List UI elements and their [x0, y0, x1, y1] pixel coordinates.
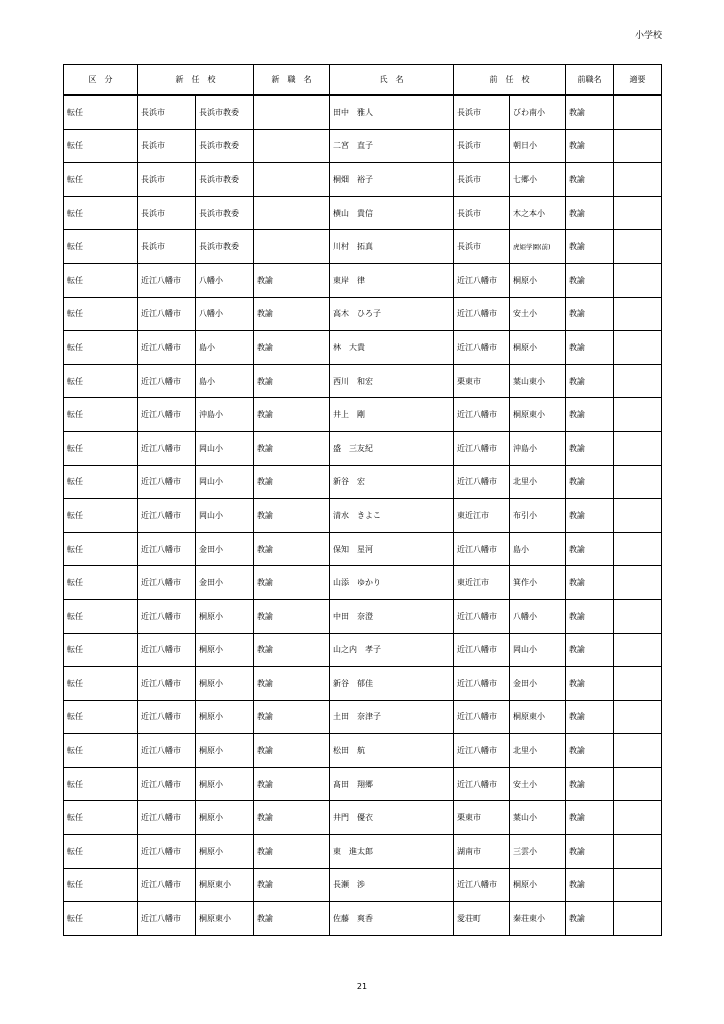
new-school-cell: 桐原小 — [196, 633, 254, 667]
new-school-cell: 沖島小 — [196, 398, 254, 432]
category-cell: 転任 — [64, 431, 138, 465]
new-position-cell: 教諭 — [254, 700, 330, 734]
new-school-cell: 島小 — [196, 331, 254, 365]
category-cell: 転任 — [64, 767, 138, 801]
prev-position-cell: 教諭 — [566, 297, 614, 331]
table-row — [64, 700, 662, 734]
category-cell: 転任 — [64, 633, 138, 667]
new-city-cell: 近江八幡市 — [138, 398, 196, 432]
name-cell: 佐藤 爽香 — [330, 902, 454, 936]
new-position-cell: 教諭 — [254, 599, 330, 633]
new-school-cell: 桐原東小 — [196, 868, 254, 902]
name-cell: 髙田 翔郷 — [330, 767, 454, 801]
new-city-cell: 近江八幡市 — [138, 667, 196, 701]
new-city-cell: 近江八幡市 — [138, 835, 196, 869]
header-prev-position: 前職名 — [566, 65, 614, 96]
table-row — [64, 734, 662, 768]
category-cell: 転任 — [64, 263, 138, 297]
prev-school-cell: 布引小 — [510, 499, 566, 533]
table-row — [64, 196, 662, 230]
category-cell: 転任 — [64, 163, 138, 197]
prev-school-cell: 木之本小 — [510, 196, 566, 230]
new-city-cell: 近江八幡市 — [138, 801, 196, 835]
prev-position-cell: 教諭 — [566, 801, 614, 835]
prev-position-cell: 教諭 — [566, 196, 614, 230]
table-row — [64, 667, 662, 701]
new-school-cell: 八幡小 — [196, 263, 254, 297]
header-prev-school: 前 任 校 — [454, 65, 566, 96]
new-school-cell: 桐原小 — [196, 599, 254, 633]
header-new-school: 新 任 校 — [138, 65, 254, 96]
new-city-cell: 長浜市 — [138, 230, 196, 264]
remarks-cell — [614, 95, 662, 129]
new-position-cell — [254, 163, 330, 197]
new-school-cell: 長浜市教委 — [196, 196, 254, 230]
prev-school-cell: 葉山小 — [510, 801, 566, 835]
new-school-cell: 桐原小 — [196, 700, 254, 734]
prev-school-cell: 桐原東小 — [510, 398, 566, 432]
table-row — [64, 465, 662, 499]
new-position-cell: 教諭 — [254, 364, 330, 398]
prev-city-cell: 近江八幡市 — [454, 734, 510, 768]
remarks-cell — [614, 499, 662, 533]
remarks-cell — [614, 263, 662, 297]
new-position-cell — [254, 230, 330, 264]
name-cell: 中田 奈澄 — [330, 599, 454, 633]
category-cell: 転任 — [64, 95, 138, 129]
prev-city-cell: 近江八幡市 — [454, 297, 510, 331]
new-position-cell: 教諭 — [254, 633, 330, 667]
table-row — [64, 499, 662, 533]
remarks-cell — [614, 163, 662, 197]
prev-position-cell: 教諭 — [566, 398, 614, 432]
name-cell: 東 進太郎 — [330, 835, 454, 869]
prev-school-cell: 桐原小 — [510, 868, 566, 902]
new-city-cell: 長浜市 — [138, 196, 196, 230]
remarks-cell — [614, 331, 662, 365]
remarks-cell — [614, 667, 662, 701]
prev-city-cell: 近江八幡市 — [454, 700, 510, 734]
table-row — [64, 532, 662, 566]
remarks-cell — [614, 868, 662, 902]
remarks-cell — [614, 196, 662, 230]
name-cell: 川村 拓真 — [330, 230, 454, 264]
name-cell: 二宮 直子 — [330, 129, 454, 163]
prev-position-cell: 教諭 — [566, 95, 614, 129]
category-cell: 転任 — [64, 566, 138, 600]
prev-position-cell: 教諭 — [566, 364, 614, 398]
remarks-cell — [614, 599, 662, 633]
name-cell: 清水 きよこ — [330, 499, 454, 533]
table-row — [64, 263, 662, 297]
category-cell: 転任 — [64, 734, 138, 768]
prev-position-cell: 教諭 — [566, 532, 614, 566]
new-position-cell: 教諭 — [254, 835, 330, 869]
header-name: 氏 名 — [330, 65, 454, 96]
new-position-cell — [254, 129, 330, 163]
new-city-cell: 近江八幡市 — [138, 700, 196, 734]
name-cell: 松田 航 — [330, 734, 454, 768]
prev-city-cell: 近江八幡市 — [454, 532, 510, 566]
prev-position-cell: 教諭 — [566, 767, 614, 801]
name-cell: 井門 優衣 — [330, 801, 454, 835]
new-city-cell: 近江八幡市 — [138, 297, 196, 331]
table-row — [64, 297, 662, 331]
table-row — [64, 163, 662, 197]
category-cell: 転任 — [64, 364, 138, 398]
category-cell: 転任 — [64, 465, 138, 499]
new-school-cell: 長浜市教委 — [196, 163, 254, 197]
prev-position-cell: 教諭 — [566, 734, 614, 768]
name-cell: 山添 ゆかり — [330, 566, 454, 600]
prev-position-cell: 教諭 — [566, 499, 614, 533]
table-row — [64, 398, 662, 432]
name-cell: 新谷 宏 — [330, 465, 454, 499]
prev-city-cell: 長浜市 — [454, 230, 510, 264]
new-position-cell: 教諭 — [254, 566, 330, 600]
prev-school-cell: びわ南小 — [510, 95, 566, 129]
header-row — [64, 65, 662, 96]
new-position-cell: 教諭 — [254, 734, 330, 768]
school-level-label: 小学校 — [634, 31, 662, 41]
table-row — [64, 835, 662, 869]
table-row — [64, 801, 662, 835]
prev-position-cell: 教諭 — [566, 129, 614, 163]
prev-position-cell: 教諭 — [566, 431, 614, 465]
category-cell: 転任 — [64, 398, 138, 432]
new-position-cell: 教諭 — [254, 263, 330, 297]
new-position-cell — [254, 196, 330, 230]
remarks-cell — [614, 398, 662, 432]
new-position-cell: 教諭 — [254, 801, 330, 835]
new-school-cell: 岡山小 — [196, 431, 254, 465]
new-position-cell: 教諭 — [254, 465, 330, 499]
new-school-cell: 岡山小 — [196, 499, 254, 533]
prev-school-cell: 秦荘東小 — [510, 902, 566, 936]
remarks-cell — [614, 633, 662, 667]
prev-position-cell: 教諭 — [566, 263, 614, 297]
new-position-cell: 教諭 — [254, 398, 330, 432]
remarks-cell — [614, 902, 662, 936]
name-cell: 田中 雅人 — [330, 95, 454, 129]
prev-city-cell: 近江八幡市 — [454, 667, 510, 701]
category-cell: 転任 — [64, 196, 138, 230]
name-cell: 井上 剛 — [330, 398, 454, 432]
remarks-cell — [614, 465, 662, 499]
prev-city-cell: 近江八幡市 — [454, 868, 510, 902]
prev-position-cell: 教諭 — [566, 230, 614, 264]
category-cell: 転任 — [64, 532, 138, 566]
new-school-cell: 桐原東小 — [196, 902, 254, 936]
new-school-cell: 岡山小 — [196, 465, 254, 499]
prev-school-cell: 三雲小 — [510, 835, 566, 869]
new-school-cell: 長浜市教委 — [196, 95, 254, 129]
new-position-cell: 教諭 — [254, 297, 330, 331]
new-school-cell: 桐原小 — [196, 835, 254, 869]
remarks-cell — [614, 532, 662, 566]
name-cell: 西川 和宏 — [330, 364, 454, 398]
remarks-cell — [614, 734, 662, 768]
category-cell: 転任 — [64, 129, 138, 163]
name-cell: 横山 貴信 — [330, 196, 454, 230]
new-city-cell: 近江八幡市 — [138, 331, 196, 365]
new-city-cell: 近江八幡市 — [138, 364, 196, 398]
remarks-cell — [614, 364, 662, 398]
prev-school-cell: 朝日小 — [510, 129, 566, 163]
prev-school-cell: 岡山小 — [510, 633, 566, 667]
new-school-cell: 桐原小 — [196, 734, 254, 768]
prev-position-cell: 教諭 — [566, 700, 614, 734]
category-cell: 転任 — [64, 297, 138, 331]
remarks-cell — [614, 801, 662, 835]
prev-school-cell: 桐原小 — [510, 263, 566, 297]
new-city-cell: 近江八幡市 — [138, 566, 196, 600]
new-city-cell: 近江八幡市 — [138, 532, 196, 566]
prev-position-cell: 教諭 — [566, 868, 614, 902]
page-number: 21 — [356, 982, 368, 991]
prev-city-cell: 長浜市 — [454, 95, 510, 129]
prev-school-cell: 虎姫学園(前) — [510, 230, 566, 264]
remarks-cell — [614, 230, 662, 264]
prev-position-cell: 教諭 — [566, 902, 614, 936]
new-school-cell: 金田小 — [196, 566, 254, 600]
table-row — [64, 331, 662, 365]
table-row — [64, 364, 662, 398]
new-school-cell: 金田小 — [196, 532, 254, 566]
new-position-cell: 教諭 — [254, 868, 330, 902]
name-cell: 高木 ひろ子 — [330, 297, 454, 331]
category-cell: 転任 — [64, 902, 138, 936]
new-city-cell: 近江八幡市 — [138, 767, 196, 801]
table-row — [64, 902, 662, 936]
new-position-cell: 教諭 — [254, 431, 330, 465]
remarks-cell — [614, 129, 662, 163]
new-city-cell: 近江八幡市 — [138, 263, 196, 297]
table-row — [64, 633, 662, 667]
name-cell: 林 大貴 — [330, 331, 454, 365]
prev-city-cell: 愛荘町 — [454, 902, 510, 936]
prev-school-cell: 桐原小 — [510, 331, 566, 365]
prev-city-cell: 近江八幡市 — [454, 331, 510, 365]
prev-city-cell: 近江八幡市 — [454, 263, 510, 297]
category-cell: 転任 — [64, 599, 138, 633]
table-row — [64, 767, 662, 801]
new-position-cell: 教諭 — [254, 667, 330, 701]
new-city-cell: 近江八幡市 — [138, 599, 196, 633]
prev-school-cell: 金田小 — [510, 667, 566, 701]
prev-school-cell: 七郷小 — [510, 163, 566, 197]
new-school-cell: 桐原小 — [196, 801, 254, 835]
name-cell: 新谷 郁佳 — [330, 667, 454, 701]
prev-city-cell: 栗東市 — [454, 364, 510, 398]
prev-school-cell: 北里小 — [510, 465, 566, 499]
name-cell: 盛 三友紀 — [330, 431, 454, 465]
prev-city-cell: 近江八幡市 — [454, 398, 510, 432]
prev-city-cell: 長浜市 — [454, 196, 510, 230]
prev-position-cell: 教諭 — [566, 465, 614, 499]
header-category: 区 分 — [64, 65, 138, 96]
prev-school-cell: 沖島小 — [510, 431, 566, 465]
prev-position-cell: 教諭 — [566, 667, 614, 701]
category-cell: 転任 — [64, 331, 138, 365]
new-city-cell: 近江八幡市 — [138, 431, 196, 465]
name-cell: 土田 奈津子 — [330, 700, 454, 734]
category-cell: 転任 — [64, 835, 138, 869]
new-city-cell: 長浜市 — [138, 129, 196, 163]
prev-school-cell: 北里小 — [510, 734, 566, 768]
prev-city-cell: 近江八幡市 — [454, 633, 510, 667]
category-cell: 転任 — [64, 700, 138, 734]
prev-position-cell: 教諭 — [566, 163, 614, 197]
table-row — [64, 599, 662, 633]
header-new-position: 新 職 名 — [254, 65, 330, 96]
prev-city-cell: 東近江市 — [454, 566, 510, 600]
remarks-cell — [614, 297, 662, 331]
prev-position-cell: 教諭 — [566, 566, 614, 600]
category-cell: 転任 — [64, 868, 138, 902]
new-city-cell: 近江八幡市 — [138, 633, 196, 667]
table-row — [64, 566, 662, 600]
name-cell: 保知 星河 — [330, 532, 454, 566]
prev-city-cell: 近江八幡市 — [454, 431, 510, 465]
new-position-cell — [254, 95, 330, 129]
remarks-cell — [614, 431, 662, 465]
prev-school-cell: 安土小 — [510, 297, 566, 331]
name-cell: 東岸 律 — [330, 263, 454, 297]
remarks-cell — [614, 566, 662, 600]
new-school-cell: 島小 — [196, 364, 254, 398]
name-cell: 長瀬 渉 — [330, 868, 454, 902]
remarks-cell — [614, 700, 662, 734]
new-city-cell: 近江八幡市 — [138, 902, 196, 936]
prev-city-cell: 長浜市 — [454, 163, 510, 197]
prev-position-cell: 教諭 — [566, 633, 614, 667]
new-city-cell: 近江八幡市 — [138, 734, 196, 768]
category-cell: 転任 — [64, 499, 138, 533]
header-remarks: 適要 — [614, 65, 662, 96]
new-position-cell: 教諭 — [254, 532, 330, 566]
new-position-cell: 教諭 — [254, 902, 330, 936]
personnel-table — [63, 64, 662, 936]
prev-school-cell: 桐原東小 — [510, 700, 566, 734]
prev-school-cell: 八幡小 — [510, 599, 566, 633]
prev-school-cell: 葉山東小 — [510, 364, 566, 398]
remarks-cell — [614, 835, 662, 869]
new-position-cell: 教諭 — [254, 499, 330, 533]
new-school-cell: 長浜市教委 — [196, 230, 254, 264]
prev-city-cell: 長浜市 — [454, 129, 510, 163]
prev-school-cell: 箕作小 — [510, 566, 566, 600]
table-row — [64, 431, 662, 465]
name-cell: 山之内 孝子 — [330, 633, 454, 667]
prev-city-cell: 東近江市 — [454, 499, 510, 533]
new-city-cell: 近江八幡市 — [138, 868, 196, 902]
new-city-cell: 近江八幡市 — [138, 465, 196, 499]
new-position-cell: 教諭 — [254, 767, 330, 801]
prev-school-cell: 島小 — [510, 532, 566, 566]
prev-city-cell: 湖南市 — [454, 835, 510, 869]
table-row — [64, 95, 662, 129]
new-school-cell: 八幡小 — [196, 297, 254, 331]
name-cell: 桐畑 裕子 — [330, 163, 454, 197]
prev-city-cell: 近江八幡市 — [454, 599, 510, 633]
new-school-cell: 桐原小 — [196, 767, 254, 801]
prev-city-cell: 近江八幡市 — [454, 465, 510, 499]
new-city-cell: 長浜市 — [138, 95, 196, 129]
prev-position-cell: 教諭 — [566, 331, 614, 365]
prev-position-cell: 教諭 — [566, 599, 614, 633]
new-city-cell: 近江八幡市 — [138, 499, 196, 533]
category-cell: 転任 — [64, 667, 138, 701]
category-cell: 転任 — [64, 801, 138, 835]
table-row — [64, 868, 662, 902]
new-school-cell: 長浜市教委 — [196, 129, 254, 163]
table-row — [64, 230, 662, 264]
remarks-cell — [614, 767, 662, 801]
prev-school-cell: 安土小 — [510, 767, 566, 801]
prev-city-cell: 栗東市 — [454, 801, 510, 835]
category-cell: 転任 — [64, 230, 138, 264]
prev-position-cell: 教諭 — [566, 835, 614, 869]
table-row — [64, 129, 662, 163]
new-city-cell: 長浜市 — [138, 163, 196, 197]
prev-city-cell: 近江八幡市 — [454, 767, 510, 801]
new-school-cell: 桐原小 — [196, 667, 254, 701]
new-position-cell: 教諭 — [254, 331, 330, 365]
